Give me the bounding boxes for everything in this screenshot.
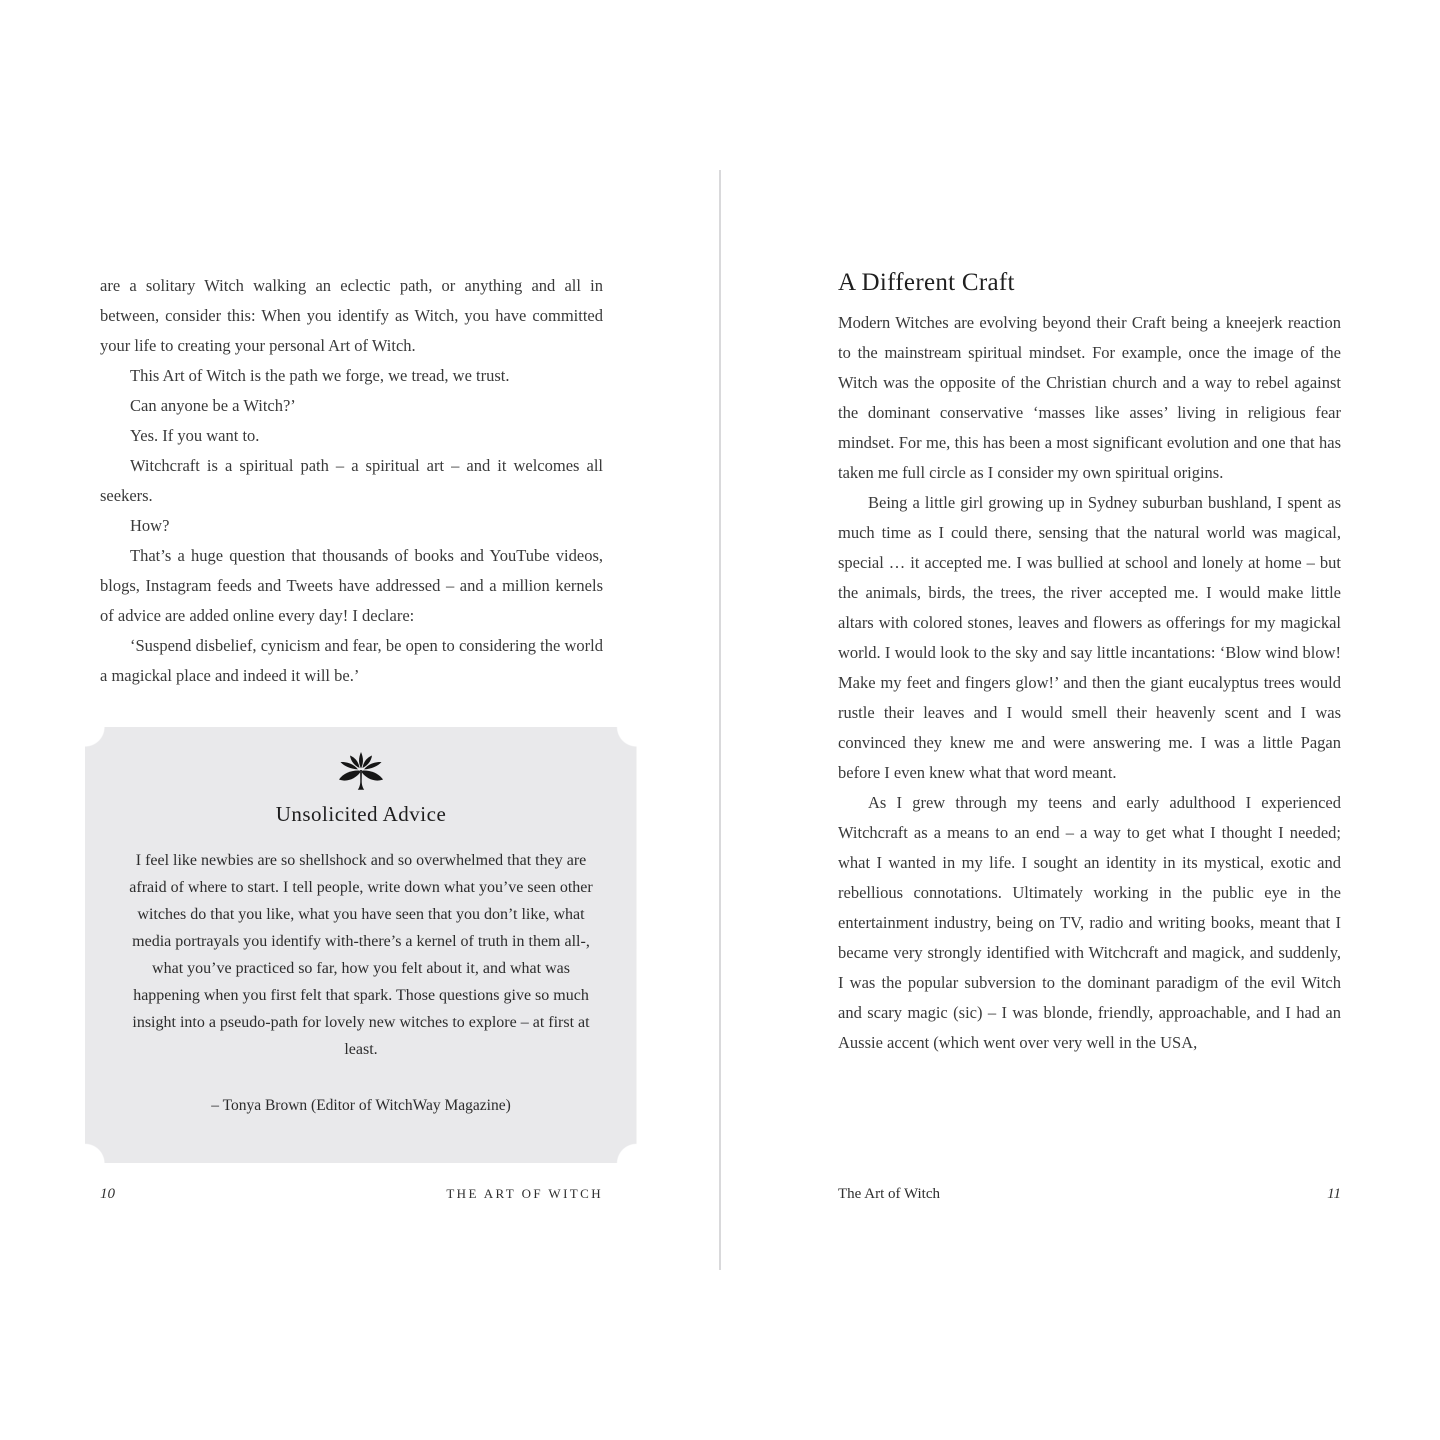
body-paragraph: ‘Suspend disbelief, cynicism and fear, be open to considering the world a magickal place and indeed it will be.’	[100, 636, 603, 685]
body-paragraph: That’s a huge question that thousands of books and YouTube videos, blogs, Instagram feeds and Tweets have addressed – and a million kernels of advice are added online every day! I declare:	[100, 546, 603, 625]
page-divider	[719, 170, 721, 1270]
advice-box-attribution: – Tonya Brown (Editor of WitchWay Magazine)	[211, 1097, 511, 1114]
body-paragraph: Can anyone be a Witch?’	[130, 396, 296, 415]
body-paragraph: Yes. If you want to.	[130, 426, 260, 445]
body-paragraph: are a solitary Witch walking an eclectic path, or anything and all in between, consider this: When you identify as Witch, you have committed your life to creating your personal Art of Witch.	[100, 276, 603, 355]
body-paragraph: Being a little girl growing up in Sydney suburban bushland, I spent as much time as I could there, sensing that the natural world was magical, special … it accepted me. I was bullied at school and lonely at home – but the animals, birds, the trees, the river accepted me. I would make little altars with colored stones, leaves and flowers as offerings for my magickal world. I would look to the sky and say little incantations: ‘Blow wind blow! Make my feet and fingers glow!’ and then the giant eucalyptus trees would rustle their leaves and I would smell their heavenly scent and I was convinced they knew me and were answering me. I was a little Pagan before I even knew what that word meant.	[838, 493, 1341, 782]
page-number: 10	[100, 1186, 115, 1202]
lotus-flower-icon	[129, 751, 593, 793]
page-number: 11	[1327, 1186, 1341, 1202]
body-paragraph: How?	[130, 516, 170, 535]
running-head: The Art of Witch	[838, 1186, 941, 1202]
running-head: THE ART OF WITCH	[446, 1186, 603, 1201]
body-paragraph: As I grew through my teens and early adulthood I experienced Witchcraft as a means to an end – a way to get what I thought I needed; what I wanted in my life. I sought an identity in its mystical, exotic and rebellious connotations. Ultimately working in the public eye in the entertainment industry, being on TV, radio and writing books, meant that I became very strongly identified with Witchcraft and magick, and suddenly, I was the popular subversion to the dominant paradigm of the evil Witch and scary magic (sic) – I was blonde, friendly, approachable, and I had an Aussie accent (which went over very well in the USA,	[838, 793, 1341, 1052]
advice-box-quote: I feel like newbies are so shellshock and so overwhelmed that they are afraid of where to start. I tell people, write down what you’ve seen other witches do that you like, what you have seen that you don’t like, what media portrayals you identify with-there’s a kernel of truth in them all-, what you’ve practiced so far, how you felt about it, and what was happening when you first felt that spark. Those questions give so much insight into a pseudo-path for lovely new witches to explore – at first at least.	[129, 852, 593, 1058]
body-paragraph: Modern Witches are evolving beyond their Craft being a kneejerk reaction to the mainstream spiritual mindset. For example, once the image of the Witch was the opposite of the Christian church and a way to rebel against the dominant conservative ‘masses like asses’ living in religious fear mindset. For me, this has been a most significant evolution and one that has taken me full circle as I consider my own spiritual origins.	[838, 313, 1341, 482]
body-paragraph: Witchcraft is a spiritual path – a spiritual art – and it welcomes all seekers.	[100, 456, 603, 505]
advice-box-title: Unsolicited Advice	[275, 802, 447, 826]
chapter-heading: A Different Craft	[838, 269, 1015, 296]
right-page	[838, 266, 1341, 1058]
right-page-footer	[838, 1186, 1341, 1203]
left-page	[100, 271, 603, 1163]
body-paragraph: This Art of Witch is the path we forge, we tread, we trust.	[130, 366, 510, 385]
left-page-footer	[100, 1186, 603, 1203]
advice-box	[85, 727, 637, 1163]
